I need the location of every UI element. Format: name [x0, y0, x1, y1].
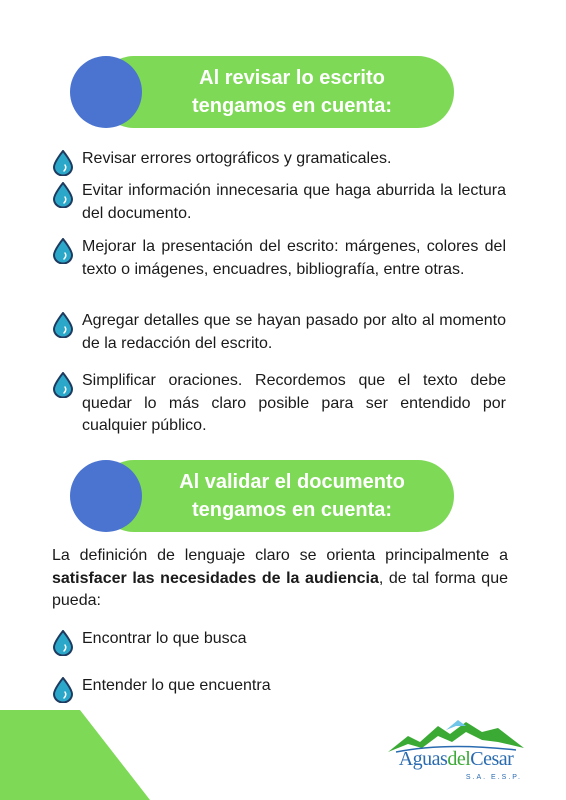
water-drop-icon [52, 630, 74, 656]
list-item-text: Entender lo que encuentra [82, 677, 271, 694]
banner-title [140, 468, 444, 524]
logo-part-del: del [447, 748, 471, 770]
logo-part-aguas: Aguas [398, 748, 448, 770]
banner-title-line1: Al validar el documento [179, 471, 405, 493]
paragraph-before: La definición de lenguaje claro se orienta principalmente a [52, 547, 508, 564]
paragraph-after: , de tal forma que pueda: [52, 569, 509, 609]
list-item-text: Mejorar la presentación del escrito: márgenes, colores del texto o imágenes, encuadres, bibliografía, entre otras. [82, 238, 506, 278]
logo-wordmark [386, 748, 526, 771]
banner-circle [70, 56, 142, 128]
water-drop-icon [52, 677, 74, 703]
water-drop-icon [52, 182, 74, 208]
audience-paragraph [52, 545, 508, 613]
banner-title-line2: tengamos en cuenta: [191, 95, 393, 117]
paragraph-bold: satisfacer las necesidades de la audiencia [52, 569, 379, 587]
water-drop-icon [52, 150, 74, 176]
aguas-del-cesar-logo [386, 718, 526, 790]
banner-title-line1: Al revisar lo escrito [199, 67, 385, 89]
list-item-text: Revisar errores ortográficos y gramaticales. [82, 150, 392, 167]
list-item-text: Evitar información innecesaria que haga aburrida la lectura del documento. [82, 182, 506, 222]
banner-revisar [70, 56, 454, 128]
list-item-text: Agregar detalles que se hayan pasado por alto al momento de la redacción del escrito. [82, 312, 506, 352]
water-drop-icon [52, 238, 74, 264]
banner-title-line2: tengamos en cuenta: [191, 499, 393, 521]
logo-subtitle: S.A. E.S.P. [465, 774, 522, 781]
water-drop-icon [52, 372, 74, 398]
banner-validar [70, 460, 454, 532]
logo-part-cesar: Cesar [470, 748, 514, 770]
water-drop-icon [52, 312, 74, 338]
banner-circle [70, 460, 142, 532]
list-item-text: Encontrar lo que busca [82, 630, 247, 647]
green-corner-shape [0, 710, 150, 800]
banner-title [140, 64, 444, 120]
list-item-text: Simplificar oraciones. Recordemos que el texto debe quedar lo más claro posible para ser entendido por cualquier público. [82, 372, 506, 434]
